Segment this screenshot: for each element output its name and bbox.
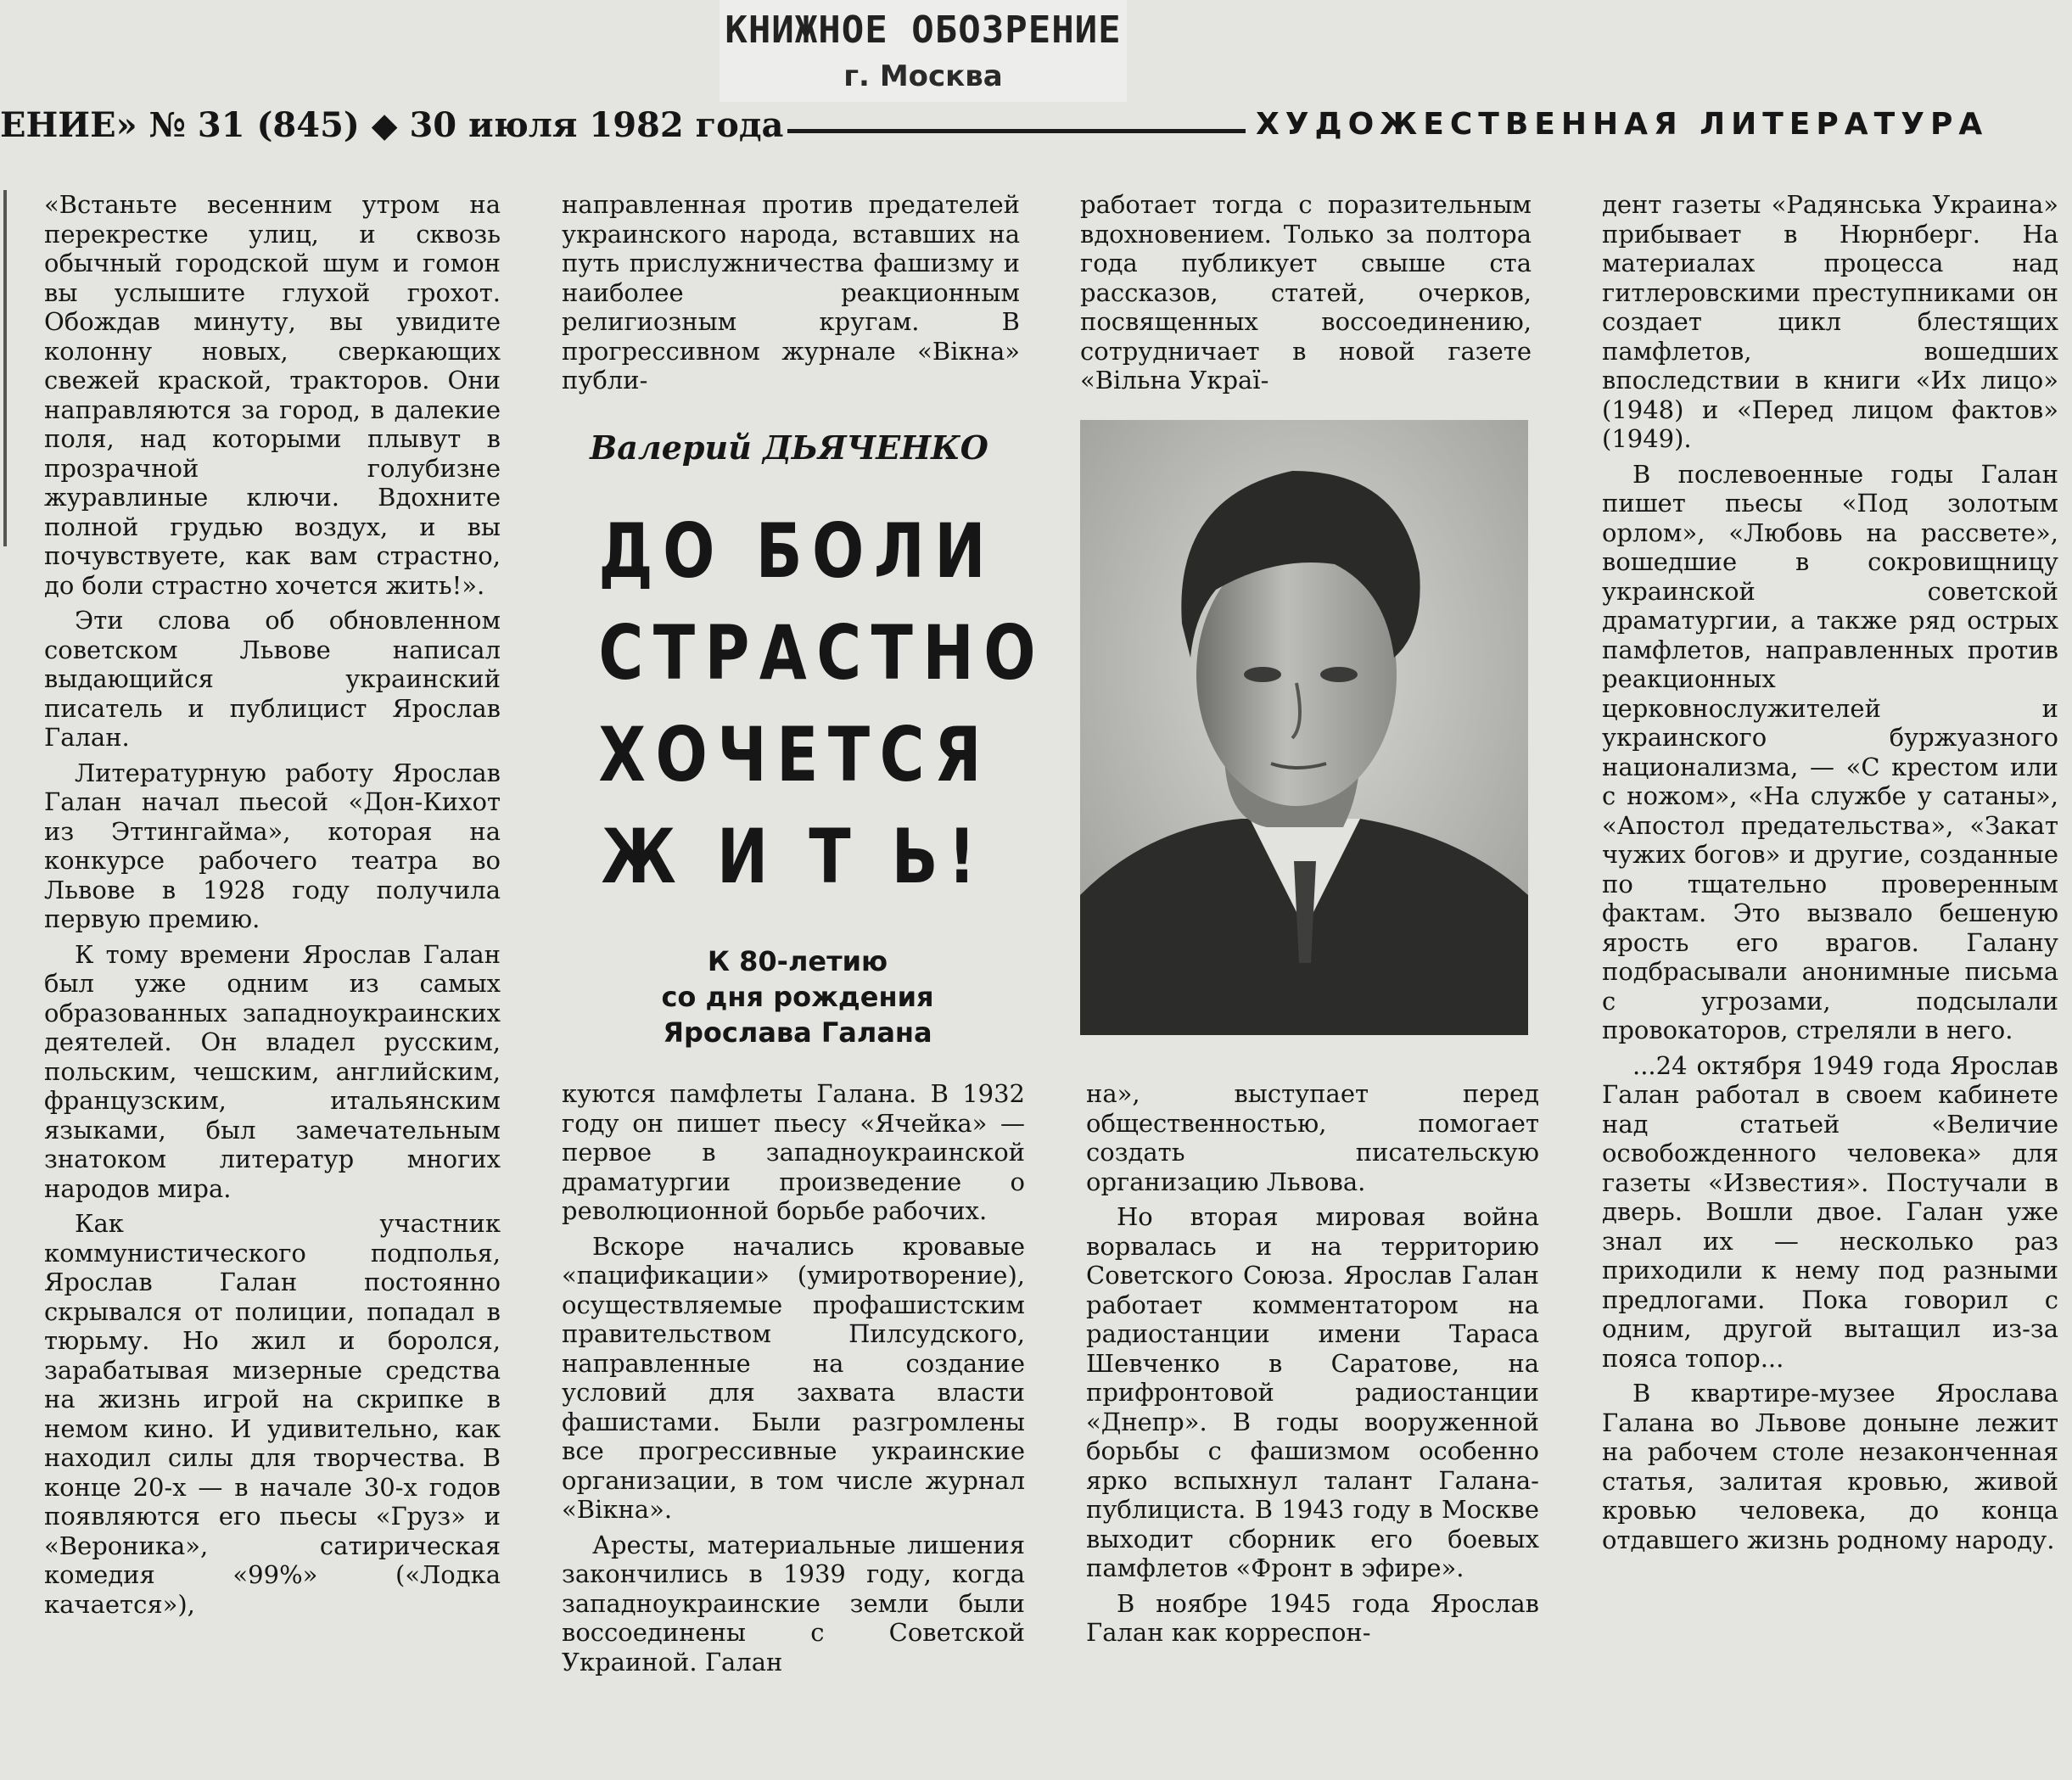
headline-line: СТРАСТНО [598,609,1046,697]
newspaper-stamp [720,0,1127,102]
paragraph: Но вторая мировая война ворвалась и на территорию Советского Союза. Ярослав Галан работает комментатором на радиостанции имени Тараса Шевченко в Саратове, на прифронтовой радиостанции «Днепр». В годы вооруженной борьбы с фашизмом особенно ярко вспыхнул талант Галана-публициста. В 1943 году в Москве выходит сборник его боевых памфлетов «Фронт в эфире». [1086,1202,1539,1582]
headline-line: ДО БОЛИ [598,507,996,595]
headline-line: Ж И Т Ь! [601,813,986,900]
paragraph: К тому времени Ярослав Галан был уже одним из самых образованных западноукраинских деятелей. Он владел русским, польским, чешским, английским, французским, итальянским языками, был замечательным знатоком литератур многих народов мира. [44,939,501,1203]
subtitle-line: со дня рождения [661,981,934,1013]
article-column-3-bottom [1086,1079,1539,1654]
masthead [0,100,2072,154]
paragraph: работает тогда с поразительным вдохновением. Только за полтора года публикует свыше ста рассказов, статей, очерков, посвященных воссоединению, сотрудничает в новой газете «Вільна Украї- [1080,190,1532,395]
author-byline: Валерий ДЬЯЧЕНКО [590,428,988,467]
masthead-rule [787,129,1246,133]
paragraph: В ноябре 1945 года Ярослав Галан как корреспон- [1086,1588,1539,1647]
article-column-3-top [1080,190,1532,401]
paragraph: ...24 октября 1949 года Ярослав Галан работал в своем кабинете над статьей «Величие освобожденного человека» для газеты «Известия». Постучали в дверь. Вошли двое. Галан уже знал их — несколько раз приходили к нему под разными предлогами. Пока говорил с одним, другой вытащил из-за пояса топор... [1602,1050,2058,1373]
article-column-2-top [562,190,1020,401]
article-column-2-bottom [562,1079,1025,1682]
headline [598,501,1046,908]
margin-rule [3,190,7,546]
subtitle-line: Ярослава Галана [663,1016,932,1049]
article-column-1 [44,190,501,1625]
subtitle [585,943,1010,1050]
portrait-illustration [1080,420,1528,1035]
paragraph: В квартире-музее Ярослава Галана во Львове доныне лежит на рабочем столе незаконченная статья, залитая кровью, живой кровью человека, до конца отдавшего жизнь родному народу. [1602,1379,2058,1554]
paragraph: В послевоенные годы Галан пишет пьесы «Под золотым орлом», «Любовь на рассвете», вошедшие в сокровищницу украинской советской драматургии, а также ряд острых памфлетов, направленных против реакционных церковнослужителей и украинского буржуазного национализма, — «С крестом или с ножом», «На службе у сатаны», «Апостол предательства», «Закат чужих богов» и другие, созданные по тщательно проверенным фактам. Это вызвало бешеную ярость его врагов. Галану подбрасывали анонимные письма с угрозами, подсылали провокаторов, стреляли в него. [1602,459,2058,1044]
paragraph: Как участник коммунистического подполья, Ярослав Галан постоянно скрывался от полиции, попадал в тюрьму. Но жил и боролся, зарабатывая мизерные средства на жизнь игрой на скрипке в немом кино. И удивительно, как находил силы для творчества. В конце 20-х — в начале 30-х годов появляются его пьесы «Груз» и «Вероника», сатирическая комедия «99%» («Лодка качается»), [44,1209,501,1619]
paragraph: дент газеты «Радянська Украина» прибывает в Нюрнберг. На материалах процесса над гитлеровскими преступниками он создает цикл блестящих памфлетов, вошедших впоследствии в книги «Их лицо» (1948) и «Перед лицом фактов» (1949). [1602,190,2058,453]
paragraph: Эти слова об обновленном советском Львове написал выдающийся украинский писатель и публицист Ярослав Галан. [44,606,501,752]
paragraph: Литературную работу Ярослав Галан начал пьесой «Дон-Кихот из Эттингайма», которая на конкурсе рабочего театра во Львове в 1928 году получила первую премию. [44,758,501,933]
paragraph: Аресты, материальные лишения закончились в 1939 году, когда западноукраинские земли были воссоединены с Советской Украиной. Галан [562,1530,1025,1676]
paragraph: Вскоре начались кровавые «пацификации» (умиротворение), осуществляемые профашистским правительством Пилсудского, направленные на создание условий для захвата власти фашистами. Были разгромлены все прогрессивные украинские организации, в том числе журнал «Вікна». [562,1231,1025,1524]
section-title: ХУДОЖЕСТВЕННАЯ ЛИТЕРАТУРА [1256,107,1989,142]
paragraph: на», выступает перед общественностью, помогает создать писательскую организацию Львова. [1086,1079,1539,1196]
subtitle-line: К 80-летию [707,945,888,977]
paragraph: направленная против предателей украинского народа, вставших на путь прислужничества фашизму и наиболее реакционным религиозным кругам. В прогрессивном журнале «Вікна» публи- [562,190,1020,395]
stamp-title: КНИЖНОЕ ОБОЗРЕНИЕ [725,8,1122,52]
headline-line: ХОЧЕТСЯ [598,711,992,798]
paragraph: куются памфлеты Галана. В 1932 году он пишет пьесу «Ячейка» — первое в западноукраинской драматургии произведение о революционной борьбе рабочих. [562,1079,1025,1225]
stamp-city: г. Москва [843,59,1003,93]
article-column-4 [1602,190,2058,1560]
paragraph: «Встаньте весенним утром на перекрестке улиц, и сквозь обычный городской шум и гомон вы услышите глухой грохот. Обождав минуту, вы увидите колонну новых, сверкающих свежей краской, тракторов. Они направляются за город, в далекие поля, над которыми плывут в прозрачной голубизне журавлиные ключи. Вдохните полной грудью воздух, и вы почувствуете, как вам страстно, до боли страстно хочется жить!». [44,190,501,600]
issue-line: ЕНИЕ» № 31 (845) ◆ 30 июля 1982 года [0,105,784,145]
author-portrait-photo [1080,420,1528,1035]
